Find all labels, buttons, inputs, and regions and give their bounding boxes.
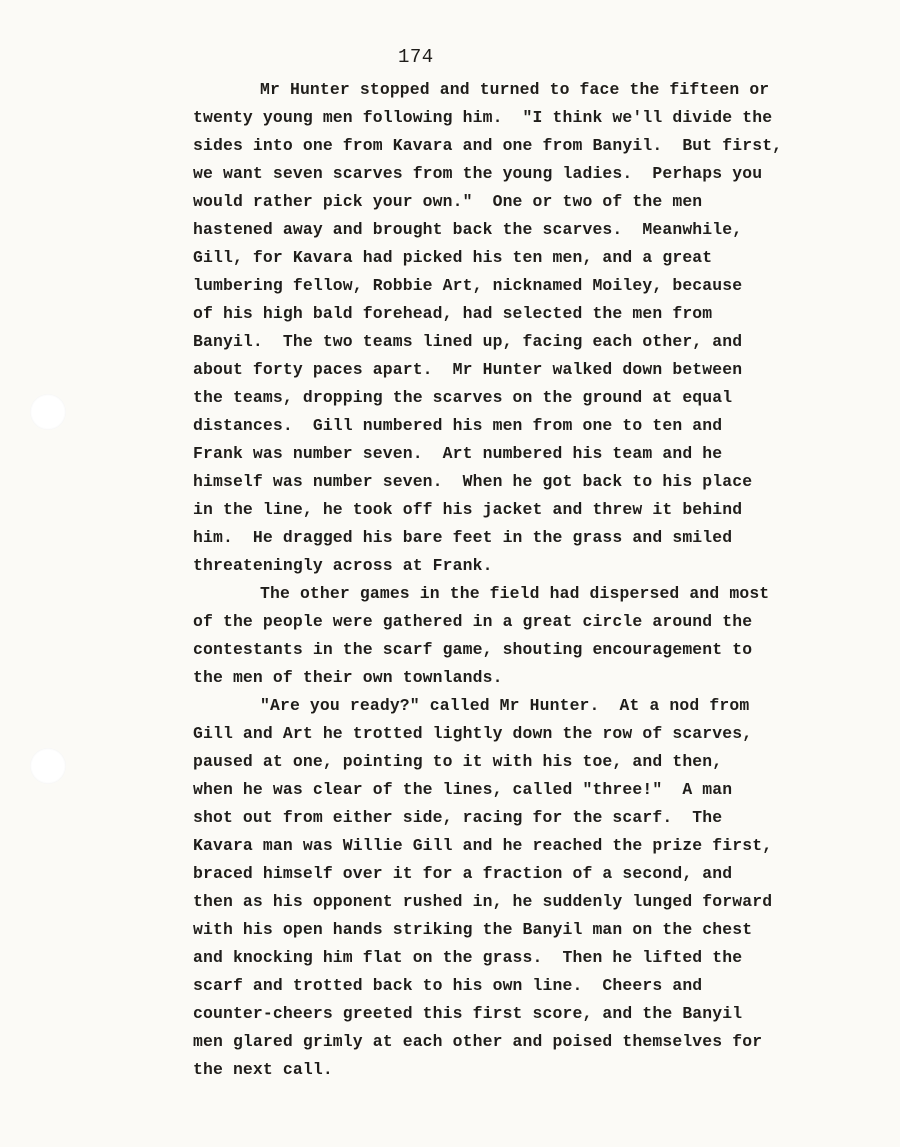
text-line: of his high bald forehead, had selected the men from — [193, 304, 713, 323]
text-line: twenty young men following him. "I think we'll divide the — [193, 108, 773, 127]
text-line: when he was clear of the lines, called "three!" A man — [193, 780, 733, 799]
text-line: in the line, he took off his jacket and threw it behind — [193, 500, 743, 519]
text-line: Mr Hunter stopped and turned to face the fifteen or — [260, 80, 770, 99]
text-line: we want seven scarves from the young ladies. Perhaps you — [193, 164, 763, 183]
punch-hole — [30, 394, 66, 430]
text-line: contestants in the scarf game, shouting encouragement to — [193, 640, 753, 659]
text-line: Frank was number seven. Art numbered his team and he — [193, 444, 723, 463]
text-line: braced himself over it for a fraction of a second, and — [193, 864, 733, 883]
text-line: men glared grimly at each other and poised themselves for — [193, 1032, 763, 1051]
page-number: 174 — [398, 46, 434, 68]
punch-hole — [30, 748, 66, 784]
text-line: lumbering fellow, Robbie Art, nicknamed Moiley, because — [193, 276, 743, 295]
text-line: with his open hands striking the Banyil man on the chest — [193, 920, 753, 939]
text-line: paused at one, pointing to it with his toe, and then, — [193, 752, 723, 771]
text-line: about forty paces apart. Mr Hunter walked down between — [193, 360, 743, 379]
text-line: himself was number seven. When he got back to his place — [193, 472, 753, 491]
text-line: of the people were gathered in a great circle around the — [193, 612, 753, 631]
text-line: then as his opponent rushed in, he suddenly lunged forward — [193, 892, 773, 911]
text-line: would rather pick your own." One or two of the men — [193, 192, 703, 211]
text-line: the teams, dropping the scarves on the ground at equal — [193, 388, 733, 407]
text-line: Gill and Art he trotted lightly down the row of scarves, — [193, 724, 753, 743]
text-line: and knocking him flat on the grass. Then he lifted the — [193, 948, 743, 967]
text-line: threateningly across at Frank. — [193, 556, 493, 575]
text-line: shot out from either side, racing for the scarf. The — [193, 808, 723, 827]
text-line: "Are you ready?" called Mr Hunter. At a nod from — [260, 696, 750, 715]
text-line: hastened away and brought back the scarves. Meanwhile, — [193, 220, 743, 239]
text-line: the men of their own townlands. — [193, 668, 503, 687]
body-text — [193, 76, 873, 1084]
text-line: Kavara man was Willie Gill and he reached the prize first, — [193, 836, 773, 855]
text-line: scarf and trotted back to his own line. Cheers and — [193, 976, 703, 995]
text-line: him. He dragged his bare feet in the grass and smiled — [193, 528, 733, 547]
text-line: distances. Gill numbered his men from one to ten and — [193, 416, 723, 435]
text-line: Gill, for Kavara had picked his ten men, and a great — [193, 248, 713, 267]
text-line: Banyil. The two teams lined up, facing each other, and — [193, 332, 743, 351]
text-line: sides into one from Kavara and one from Banyil. But first, — [193, 136, 783, 155]
text-line: The other games in the field had dispersed and most — [260, 584, 770, 603]
text-line: counter-cheers greeted this first score, and the Banyil — [193, 1004, 743, 1023]
text-line: the next call. — [193, 1060, 333, 1079]
